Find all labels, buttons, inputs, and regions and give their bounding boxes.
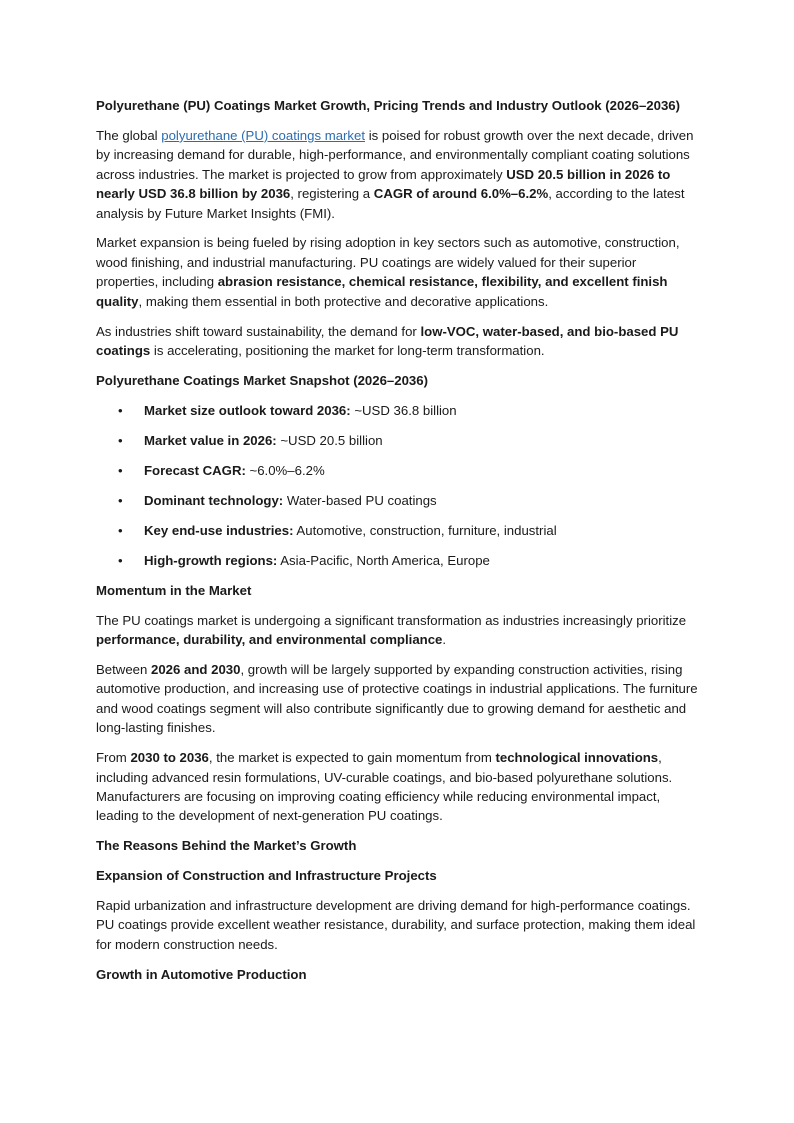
intro-cagr: CAGR of around 6.0%–6.2% (373, 186, 549, 202)
sustainability-text-2: is accelerating, positioning the market for long-term transformation. (150, 342, 545, 358)
automotive-heading: Growth in Automotive Production (96, 966, 307, 982)
snapshot-item (96, 491, 702, 510)
momentum2-text-2: , growth will be largely supported by expanding construction activities, rising automotive production, and increasing use of protective coatings in industrial applications. The furniture and wood coatings segment will also contribute significantly due to growing demand for aesthetic and long-lasting finishes. (96, 662, 698, 736)
snapshot-item-value: ~USD 36.8 billion (350, 402, 457, 418)
snapshot-item-value: Water-based PU coatings (283, 492, 437, 508)
momentum-paragraph-1 (96, 611, 702, 650)
construction-heading: Expansion of Construction and Infrastructure Projects (96, 868, 437, 884)
snapshot-item (96, 521, 702, 540)
bullet-icon: • (118, 432, 123, 448)
expansion-text-2: , making them essential in both protective and decorative applications. (138, 293, 549, 309)
snapshot-item-value: ~USD 20.5 billion (276, 432, 383, 448)
momentum3-text-1: From (96, 750, 131, 766)
snapshot-item (96, 461, 702, 480)
intro-paragraph (96, 126, 702, 223)
snapshot-item-label: Key end-use industries: (144, 522, 294, 538)
snapshot-item-label: High-growth regions: (144, 552, 278, 568)
momentum2-text-1: Between (96, 662, 151, 677)
snapshot-item-label: Market size outlook toward 2036: (144, 402, 351, 418)
bullet-icon: • (118, 402, 123, 418)
document-title: Polyurethane (PU) Coatings Market Growth, Pricing Trends and Industry Outlook (2026–2036) (96, 98, 681, 113)
intro-text-2: is poised for robust growth over the next decade, driven by increasing demand for durable, high-performance, and environmentally compliant coating solutions across industries. The market is projected to grow from approximately (96, 127, 694, 182)
snapshot-item (96, 401, 702, 420)
expansion-text-1: Market expansion is being fueled by rising adoption in key sectors such as automotive, construction, wood finishing, and industrial manufacturing. PU coatings are widely valued for their superior properties, including (96, 235, 680, 290)
momentum1-text-1: The PU coatings market is undergoing a significant transformation as industries increasingly prioritize (96, 612, 687, 628)
intro-text-4: , according to the latest analysis by Future Market Insights (FMI). (96, 186, 685, 221)
momentum1-text-2: . (442, 632, 447, 648)
bullet-icon: • (118, 492, 123, 508)
momentum-paragraph-3 (96, 748, 702, 826)
sustainability-text-1: As industries shift toward sustainability, the demand for (96, 323, 421, 339)
reasons-heading: The Reasons Behind the Market’s Growth (96, 838, 357, 854)
snapshot-item-value: ~6.0%–6.2% (245, 462, 325, 478)
momentum1-priorities: performance, durability, and environmental compliance (96, 632, 443, 648)
sustainability-paragraph (96, 322, 702, 361)
snapshot-list (96, 401, 702, 570)
sustainability-coatings: low-VOC, water-based, and bio-based PU coatings (96, 323, 679, 358)
bullet-icon: • (118, 522, 123, 538)
snapshot-item-label: Dominant technology: (144, 492, 284, 508)
snapshot-item (96, 551, 702, 570)
expansion-paragraph (96, 233, 702, 311)
bullet-icon: • (118, 462, 123, 478)
momentum3-text-2: , the market is expected to gain momentum from (208, 750, 496, 766)
intro-market-size: USD 20.5 billion in 2026 to nearly USD 36.8 billion by 2036 (96, 166, 671, 202)
momentum3-text-3: , including advanced resin formulations, UV-curable coatings, and bio-based polyurethane solutions. Manufacturers are focusing on improving coating efficiency while reducing environmental impact, leading to the development of next-generation PU coatings. (96, 750, 673, 824)
pu-coatings-market-link[interactable]: polyurethane (PU) coatings market (161, 127, 366, 143)
momentum3-period: 2030 to 2036 (130, 750, 209, 766)
momentum3-innovations: technological innovations (495, 750, 659, 766)
intro-text-3: , registering a (290, 186, 374, 202)
snapshot-item-value: Asia-Pacific, North America, Europe (277, 552, 490, 568)
expansion-properties: abrasion resistance, chemical resistance, flexibility, and excellent finish quality (96, 274, 668, 309)
momentum-paragraph-2 (96, 660, 702, 738)
construction-paragraph: Rapid urbanization and infrastructure development are driving demand for high-performance coatings. PU coatings provide excellent weather resistance, durability, and surface protection, making them ideal for modern construction needs. (96, 898, 696, 952)
intro-text-1: The global (96, 127, 162, 143)
snapshot-item-label: Forecast CAGR: (144, 462, 246, 478)
snapshot-item-value: Automotive, construction, furniture, industrial (293, 522, 557, 538)
document-page (96, 96, 702, 995)
momentum-heading: Momentum in the Market (96, 582, 252, 598)
snapshot-heading: Polyurethane Coatings Market Snapshot (2026–2036) (96, 372, 428, 388)
momentum2-period: 2026 and 2030 (151, 662, 241, 677)
bullet-icon: • (118, 552, 123, 568)
snapshot-item (96, 431, 702, 450)
snapshot-item-label: Market value in 2026: (144, 432, 277, 448)
